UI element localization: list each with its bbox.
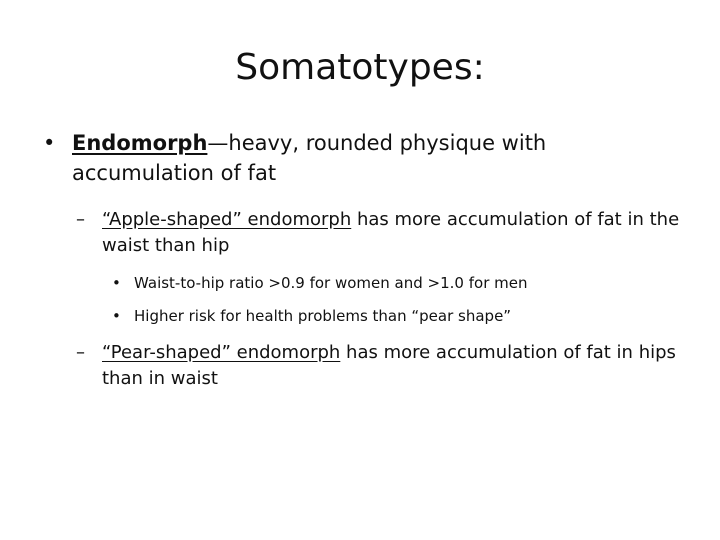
- dash-marker: –: [76, 342, 85, 363]
- sub-bullet-pear-shaped: [76, 340, 692, 392]
- apple-shaped-description: has more accumulation of fat in the waist than hip: [102, 209, 680, 256]
- term-endomorph: Endomorph: [72, 131, 208, 155]
- waist-to-hip-ratio-text: Waist-to-hip ratio >0.9 for women and >1.0 for men: [134, 274, 528, 292]
- bullet-marker: •: [112, 274, 121, 292]
- bullet-marker: •: [112, 307, 121, 325]
- sub-bullet-apple-shaped: [76, 207, 692, 259]
- bullet-marker: •: [43, 131, 56, 155]
- dash-marker: –: [76, 209, 85, 230]
- bullet-endomorph: [43, 128, 692, 188]
- point-waist-to-hip-ratio: [112, 273, 694, 293]
- point-health-risk: [112, 306, 694, 326]
- endomorph-description: —heavy, rounded physique with accumulation of fat: [72, 131, 547, 185]
- term-apple-shaped: “Apple-shaped” endomorph: [102, 209, 352, 230]
- pear-shaped-description: has more accumulation of fat in hips than in waist: [102, 342, 676, 389]
- slide-title: Somatotypes:: [235, 47, 485, 88]
- term-pear-shaped: “Pear-shaped” endomorph: [102, 342, 341, 363]
- health-risk-text: Higher risk for health problems than “pear shape”: [134, 307, 512, 325]
